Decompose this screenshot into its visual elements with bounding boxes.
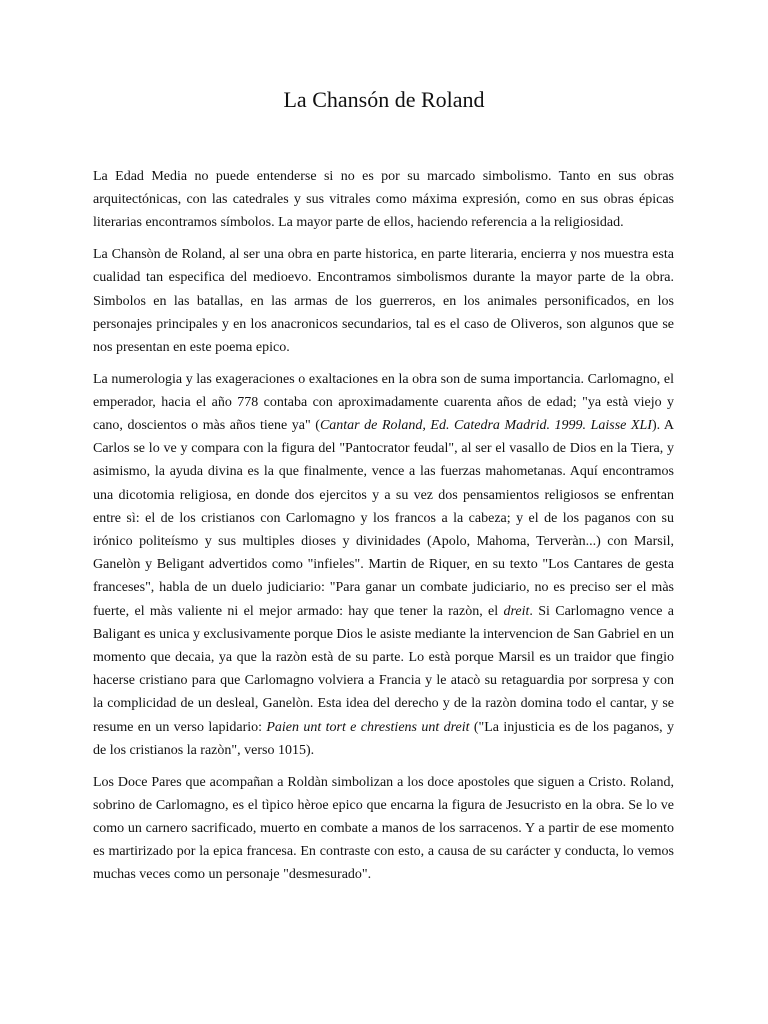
text-run: La Edad Media no puede entenderse si no es por su marcado simbolismo. Tanto en sus obras arquitectónicas, con las catedrales y sus vitrales como máxima expresión, como en sus obras épicas literarias encontramos símbolos. La mayor parte de ellos, haciendo referencia a la religiosidad. xyxy=(93,169,674,231)
text-run: Los Doce Pares que acompañan a Roldàn simbolizan a los doce apostoles que siguen a Cristo. Roland, sobrino de Carlomagno, es el tìpico hèroe epico que encarna la figura de Jesucristo en la obra. Se lo ve como un carnero sacrificado, muerto en combate a manos de los sarracenos. Y a partir de ese momento es martirizado por la epica francesa. En contraste con esto, a causa de su carácter y conducta, lo vemos muchas veces como un personaje "desmesurado". xyxy=(93,774,674,883)
italic-text: Paien unt tort e chrestiens unt dreit xyxy=(266,719,470,735)
body-paragraph xyxy=(93,243,674,359)
body-paragraph xyxy=(93,771,674,887)
text-run: ). A Carlos se lo ve y compara con la figura del "Pantocrator feudal", al ser el vasallo de Dios en la Tiera, y asimismo, la ayuda divina es la que finalmente, vence a las fuerzas mahometanas. Aquí encontramos una dicotomia religiosa, en donde dos ejercitos y a su vez dos pensamientos religiosos se enfrentan entre sì: el de los cristianos con Carlomagno y los francos a la cabeza; y el de los paganos con su irónico politeísmo y sus multiples dioses y divinidades (Apolo, Mahoma, Terveràn...) con Marsil, Ganelòn y Beligant advertidos como "infieles". Martin de Riquer, en su texto "Los Cantares de gesta franceses", habla de un duelo judiciario: "Para ganar un combate judiciario, no es preciso ser el màs fuerte, el màs valiente ni el mejor armado: hay que tener la razòn, el xyxy=(93,418,675,619)
italic-text: dreit xyxy=(503,603,530,619)
italic-text: Cantar de Roland, Ed. Catedra Madrid. 1999. Laisse XLI xyxy=(319,418,652,434)
body-paragraph xyxy=(93,368,674,762)
document-body xyxy=(93,165,674,895)
text-run: La numerologia y las exageraciones o exaltaciones en la obra son de suma importancia. Carlomagno, el emperador, hacia el año 778 contaba con aproximadamente cuarenta años de edad; "ya està viejo y cano, doscientos o màs años tiene ya" ( xyxy=(93,371,674,434)
text-run: La Chansòn de Roland, al ser una obra en parte historica, en parte literaria, encierra y nos muestra esta cualidad tan especifica del medioevo. Encontramos simbolismos durante la mayor parte de la obra. Simbolos en las batallas, en las armas de los guerreros, en los animales personificados, en los personajes principales y en los anacronicos secundarios, tal es el caso de Oliveros, son algunos que se nos presentan en este poema epico. xyxy=(93,247,674,355)
body-paragraph xyxy=(93,165,674,235)
text-run: ("La injusticia es de los paganos, y de los cristianos la razòn", verso 1015). xyxy=(93,719,674,758)
text-run: . Si Carlomagno vence a Baligant es unica y exclusivamente porque Dios le asiste mediante la intervencion de San Gabriel en un momento que decaia, ya que la razòn està de su parte. Lo està porque Marsil es un traidor que fingio hacerse cristiano para que Carlomagno volviera a Francia y le atacò su retaguardia por sorpresa y con la complicidad de un desleal, Ganelòn. Esta idea del derecho y de la razòn domina todo el cantar, y se resume en un verso lapidario: xyxy=(93,603,674,735)
page-title: La Chansón de Roland xyxy=(283,87,485,112)
